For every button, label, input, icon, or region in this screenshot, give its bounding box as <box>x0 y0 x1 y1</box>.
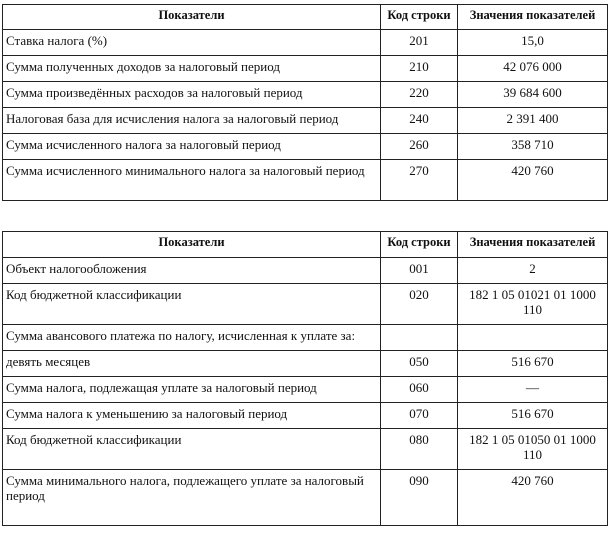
row-code: 210 <box>381 56 458 82</box>
row-label: Сумма минимального налога, подлежащего уплате за налоговый период <box>3 470 381 526</box>
table-row <box>3 377 608 403</box>
row-code: 220 <box>381 82 458 108</box>
row-label: Сумма налога, подлежащая уплате за налоговый период <box>3 377 381 403</box>
row-code: 090 <box>381 470 458 526</box>
table-header-row <box>3 232 608 258</box>
header-indicators: Показатели <box>3 232 381 258</box>
row-value: 516 670 <box>458 351 608 377</box>
row-label: девять месяцев <box>3 351 381 377</box>
tax-indicators-table-1 <box>2 4 608 201</box>
table-row <box>3 56 608 82</box>
row-value: 182 1 05 01050 01 1000 110 <box>458 429 608 470</box>
row-value: 42 076 000 <box>458 56 608 82</box>
table-row <box>3 108 608 134</box>
row-value: 182 1 05 01021 01 1000 110 <box>458 284 608 325</box>
row-value: 516 670 <box>458 403 608 429</box>
row-code: 020 <box>381 284 458 325</box>
row-label: Сумма авансового платежа по налогу, исчисленная к уплате за: <box>3 325 381 351</box>
header-line-code: Код строки <box>381 5 458 30</box>
table-row <box>3 403 608 429</box>
row-label: Ставка налога (%) <box>3 30 381 56</box>
row-code: 270 <box>381 160 458 201</box>
row-value: 420 760 <box>458 470 608 526</box>
row-code: 060 <box>381 377 458 403</box>
row-value: 358 710 <box>458 134 608 160</box>
row-label: Сумма полученных доходов за налоговый период <box>3 56 381 82</box>
row-value: — <box>458 377 608 403</box>
header-values: Значения показателей <box>458 5 608 30</box>
row-value: 420 760 <box>458 160 608 201</box>
header-line-code: Код строки <box>381 232 458 258</box>
header-indicators: Показатели <box>3 5 381 30</box>
row-label: Налоговая база для исчисления налога за налоговый период <box>3 108 381 134</box>
row-code: 260 <box>381 134 458 160</box>
row-code: 240 <box>381 108 458 134</box>
row-label: Сумма налога к уменьшению за налоговый период <box>3 403 381 429</box>
table-row <box>3 134 608 160</box>
row-value: 15,0 <box>458 30 608 56</box>
row-code: 001 <box>381 258 458 284</box>
table-row <box>3 325 608 351</box>
table-row <box>3 470 608 526</box>
table-row <box>3 351 608 377</box>
table-row <box>3 429 608 470</box>
row-label: Код бюджетной классификации <box>3 284 381 325</box>
table-header-row <box>3 5 608 30</box>
table-row <box>3 82 608 108</box>
row-label: Код бюджетной классификации <box>3 429 381 470</box>
row-code: 050 <box>381 351 458 377</box>
row-label: Сумма произведённых расходов за налоговый период <box>3 82 381 108</box>
row-code: 070 <box>381 403 458 429</box>
row-label: Объект налогообложения <box>3 258 381 284</box>
table-row <box>3 30 608 56</box>
row-code: 201 <box>381 30 458 56</box>
tax-indicators-table-2 <box>2 231 608 526</box>
row-value: 39 684 600 <box>458 82 608 108</box>
table-row <box>3 258 608 284</box>
row-code: 080 <box>381 429 458 470</box>
table-row <box>3 160 608 201</box>
row-value <box>458 325 608 351</box>
header-values: Значения показателей <box>458 232 608 258</box>
row-code <box>381 325 458 351</box>
row-label: Сумма исчисленного минимального налога за налоговый период <box>3 160 381 201</box>
row-label: Сумма исчисленного налога за налоговый период <box>3 134 381 160</box>
table-row <box>3 284 608 325</box>
row-value: 2 <box>458 258 608 284</box>
row-value: 2 391 400 <box>458 108 608 134</box>
